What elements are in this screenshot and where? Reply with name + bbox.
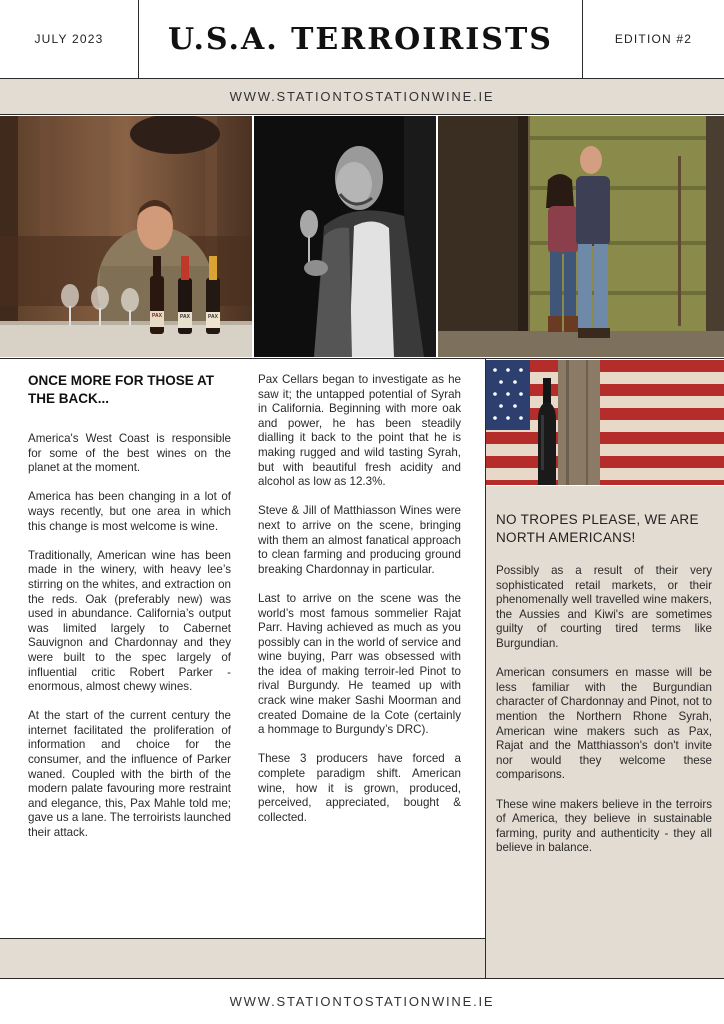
article-heading: ONCE MORE FOR THOSE AT THE BACK... bbox=[28, 373, 215, 406]
issue-date: JULY 2023 bbox=[34, 32, 104, 46]
banner-bottom-rule bbox=[0, 114, 724, 115]
article-paragraph: Last to arrive on the scene was the world’s most famous sommelier Rajat Parr. Having achieved as much as you possibly can in the world of service and wine buying, Parr was obsessed with the idea of making terroir-led Pinot to rival Burgundy. He teamed up with crack wine maker Sashi Moorman and created Domaine de la Cote (certainly a hommage to Burgundy’s DRC). bbox=[258, 591, 461, 737]
header-divider-right bbox=[582, 0, 583, 78]
photo-winemaker-tasting-svg bbox=[0, 116, 252, 357]
sidebar-paragraph: Possibly as a result of their very sophisticated retail markets, or their phenomenally well travelled wine makers, the Aussies and Kiwi's are sometimes guilty of courting tired terms like Burgundian. bbox=[496, 564, 712, 650]
photo-flag-bottle bbox=[486, 360, 724, 485]
bottle-label-2: PAX bbox=[180, 314, 190, 320]
photo-winemaker-couple-svg bbox=[438, 116, 724, 357]
newsletter-title: U.S.A. TERROIRISTS bbox=[168, 21, 553, 57]
article-paragraph: At the start of the current century the internet facilitated the proliferation of information and choice for the consumer, and the influence of Parker waned. Coupled with the birth of the modern palate favouring more restraint and elegance, this, Pax Mahle told me; gave us a lane. The terroirists launched their attack. bbox=[28, 709, 231, 840]
photo-strip-bottom-rule bbox=[0, 358, 724, 359]
article-paragraph: Pax Cellars began to investigate as he saw it; the untapped potential of Syrah in California. Beginning with more oak and power, he has been steadily dialling it back to the point that he is making rugged and wild tasting Syrah, but with beautiful fresh acidity and alcohol as low as 12.3%. bbox=[258, 373, 461, 489]
footer-website-url[interactable]: WWW.STATIONTOSTATIONWINE.IE bbox=[229, 994, 495, 1009]
edition-label: EDITION #2 bbox=[614, 32, 693, 46]
article-column-2 bbox=[258, 373, 461, 840]
article-paragraph: America's West Coast is responsible for some of the best wines on the planet at the moment. bbox=[28, 432, 231, 475]
photo-flag-bottle-svg bbox=[486, 360, 724, 485]
sidebar-paragraph: American consumers en masse will be less familiar with the Burgundian character of Chardonnay and Pinot, not to mention the Northern Rhone Syrah, American wine makers such as Pax, Rajat and the Matthiasson's don't invite nor would they welcome these comparisons. bbox=[496, 666, 712, 782]
photo-winemaker-couple bbox=[438, 116, 724, 357]
article-paragraph: America has been changing in a lot of ways recently, but one area in which this change is most welcome is wine. bbox=[28, 490, 231, 533]
sidebar-heading: NO TROPES PLEASE, WE ARE NORTH AMERICANS! bbox=[496, 512, 699, 545]
article-paragraph: Traditionally, American wine has been made in the winery, with heavy lee’s stirring on the whites, and extraction on the reds. Oak (preferably new) was used in abundance. California’s output was limited largely to Cabernet Sauvignon and Chardonnay and they were built to the spec largely of influential critic Robert Parker - enormous, almost chewy wines. bbox=[28, 548, 231, 694]
sidebar-content bbox=[496, 511, 712, 870]
article-column-1 bbox=[28, 372, 231, 855]
article-paragraph: Steve & Jill of Matthiasson Wines were next to arrive on the scene, bringing with them an almost fanatical approach to clean farming and producing ground breaking Chardonnay in particular. bbox=[258, 504, 461, 576]
bottle-label-1: PAX bbox=[152, 313, 162, 319]
header-divider-left bbox=[138, 0, 139, 78]
photo-winemaker-tasting bbox=[0, 116, 252, 357]
photo-sommelier-portrait bbox=[254, 116, 436, 357]
sidebar-paragraph: These wine makers believe in the terroirs of America, they believe in sustainable farming, purity and authenticity - they all believe in balance. bbox=[496, 797, 712, 855]
website-url[interactable]: WWW.STATIONTOSTATIONWINE.IE bbox=[229, 89, 495, 104]
bottle-label-3: PAX bbox=[208, 314, 218, 320]
footer-banner bbox=[0, 979, 724, 1024]
website-banner bbox=[0, 79, 724, 114]
footer-spacer-band bbox=[0, 939, 485, 978]
article-paragraph: These 3 producers have forced a complete paradigm shift. American wine, how it is grown, produced, perceived, appreciated, bought & collected. bbox=[258, 752, 461, 824]
photo-sommelier-portrait-svg bbox=[254, 116, 436, 357]
